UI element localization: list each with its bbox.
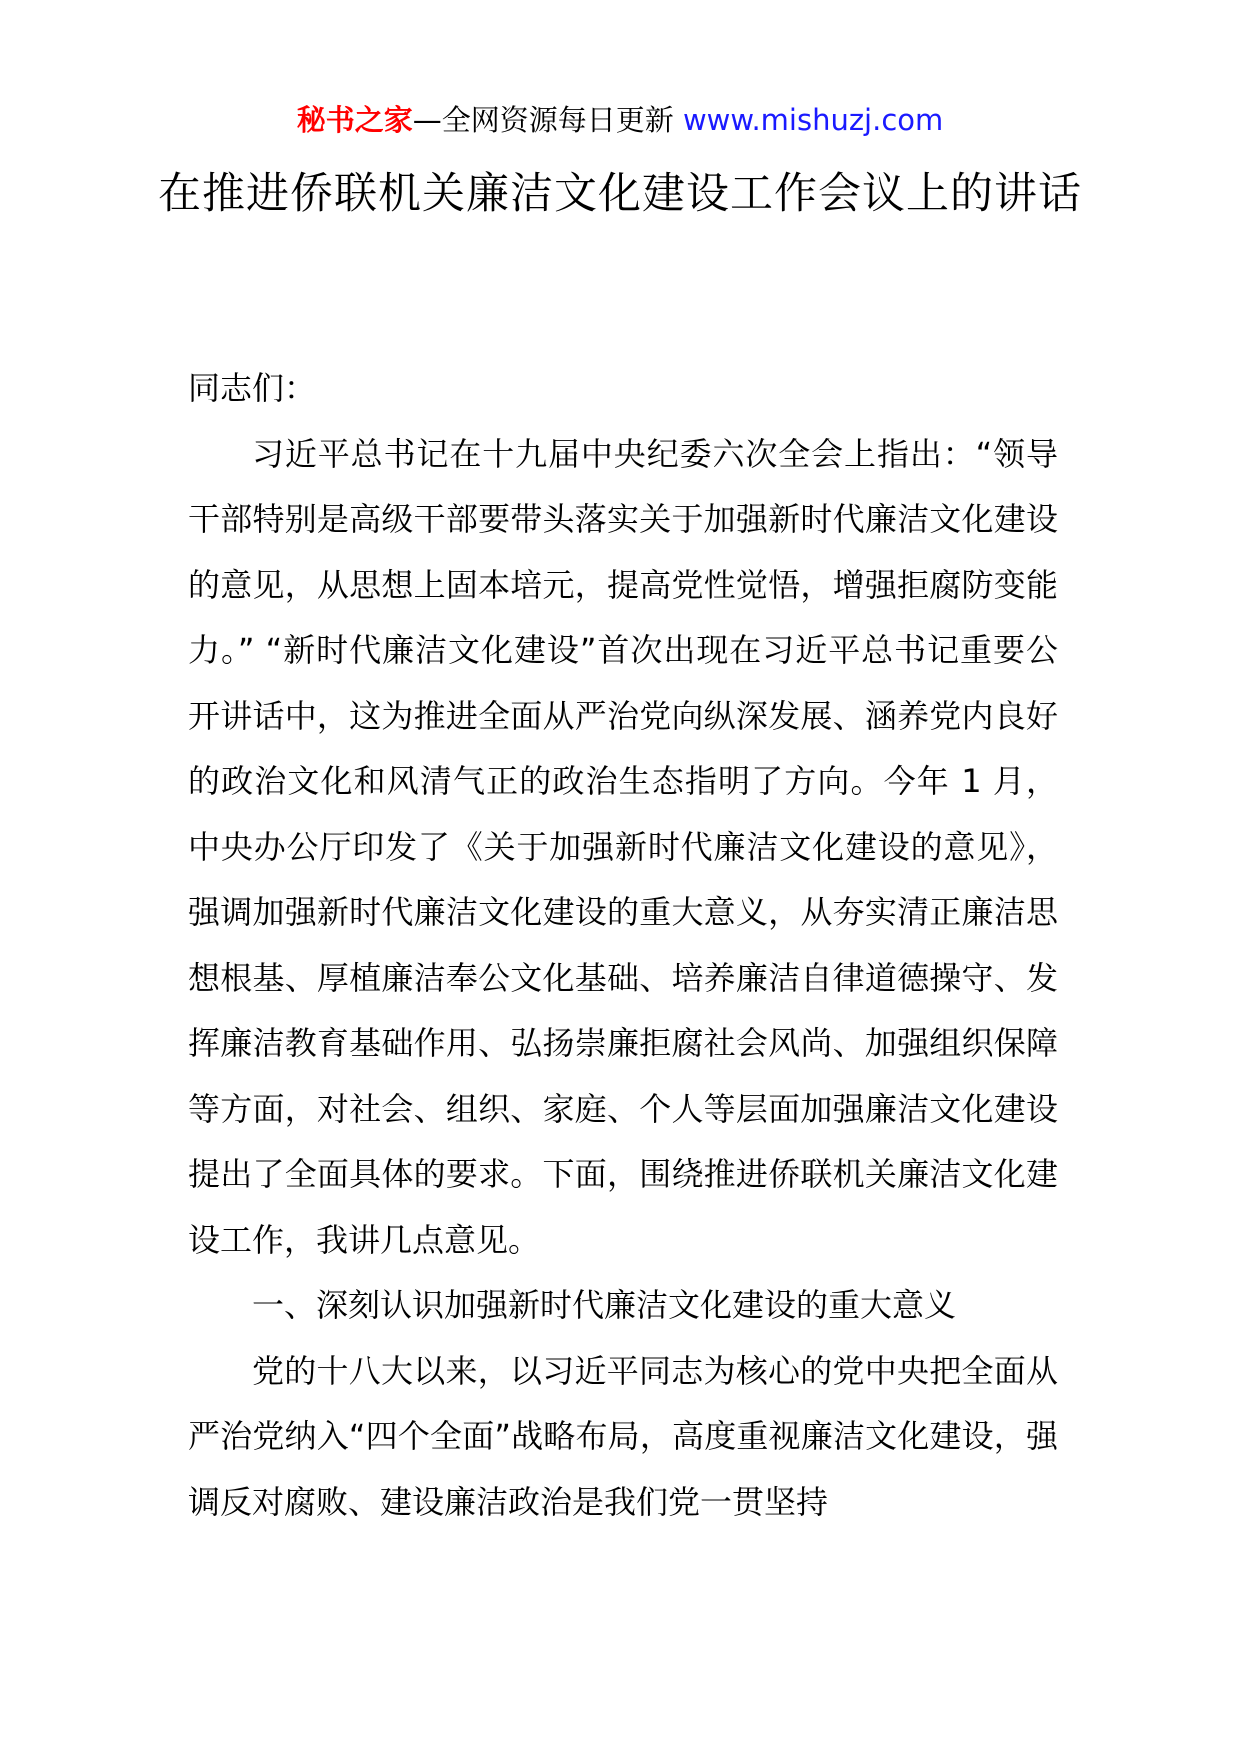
brand-name: 秘书之家	[296, 103, 413, 137]
site-url-link[interactable]: www.mishuzj.com	[682, 103, 944, 137]
intro-paragraph: 习近平总书记在十九届中央纪委六次全会上指出：“领导干部特别是高级干部要带头落实关于加强新时代廉洁文化建设的意见，从思想上固本培元，提高党性觉悟，增强拒腐防变能力。” “新时代廉洁文化建设”首次出现在习近平总书记重要公开讲话中，这为推进全面从严治党向纵深发展、涵养党内良好的政治文化和风清气正的政治生态指明了方向。今年 1 月，中央办公厅印发了《关于加强新时代廉洁文化建设的意见》，强调加强新时代廉洁文化建设的重大意义，从夯实清正廉洁思想根基、厚植廉洁奉公文化基础、培养廉洁自律道德操守、发挥廉洁教育基础作用、弘扬崇廉拒腐社会风尚、加强组织保障等方面，对社会、组织、家庭、个人等层面加强廉洁文化建设提出了全面具体的要求。下面，围绕推进侨联机关廉洁文化建设工作，我讲几点意见。	[188, 434, 1058, 1259]
document-title: 在推进侨联机关廉洁文化建设工作会议上的讲话	[158, 169, 1082, 219]
document-body	[188, 356, 1058, 1535]
section-paragraph: 党的十八大以来，以习近平同志为核心的党中央把全面从严治党纳入“四个全面”战略布局，高度重视廉洁文化建设，强调反对腐败、建设廉洁政治是我们党一贯坚持	[188, 1351, 1058, 1521]
salutation: 同志们：	[188, 369, 317, 407]
site-slogan: —全网资源每日更新	[412, 103, 674, 137]
section-heading: 一、深刻认识加强新时代廉洁文化建设的重大意义	[252, 1286, 957, 1324]
site-header	[0, 100, 1240, 140]
